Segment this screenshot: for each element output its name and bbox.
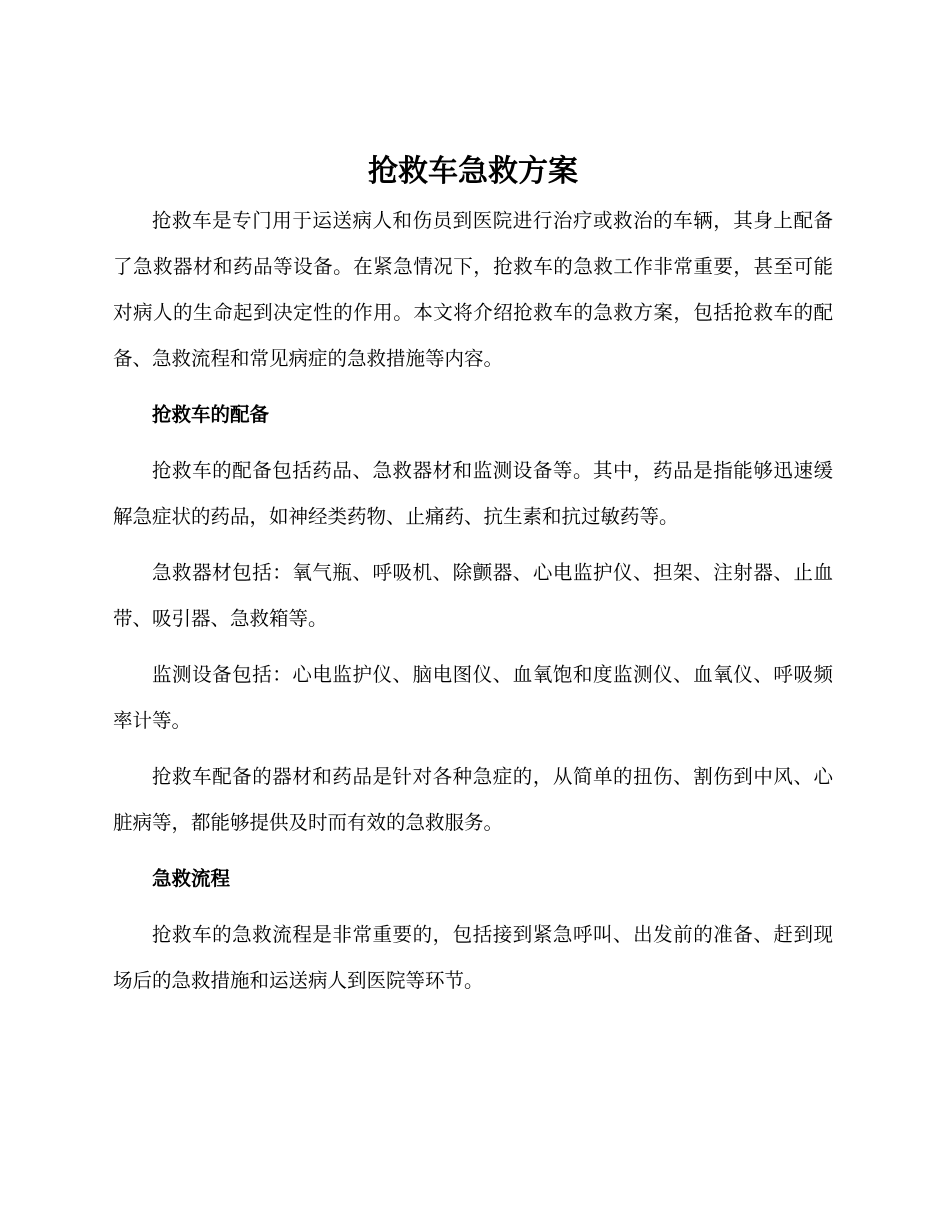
document-page (113, 150, 833, 1014)
intro-paragraph: 抢救车是专门用于运送病人和伤员到医院进行治疗或救治的车辆，其身上配备了急救器材和药品等设备。在紧急情况下，抢救车的急救工作非常重要，甚至可能对病人的生命起到决定性的作用。本文将介绍抢救车的急救方案，包括抢救车的配备、急救流程和常见病症的急救措施等内容。 (113, 209, 833, 370)
paragraph-first-aid-equipment: 急救器材包括：氧气瓶、呼吸机、除颤器、心电监护仪、担架、注射器、止血带、吸引器、急救箱等。 (113, 561, 833, 630)
paragraph-monitoring-equipment: 监测设备包括：心电监护仪、脑电图仪、血氧饱和度监测仪、血氧仪、呼吸频率计等。 (113, 663, 833, 732)
document-title: 抢救车急救方案 (368, 154, 578, 189)
paragraph-medicines: 抢救车的配备包括药品、急救器材和监测设备等。其中，药品是指能够迅速缓解急症状的药品，如神经类药物、止痛药、抗生素和抗过敏药等。 (113, 459, 833, 528)
paragraph-procedure: 抢救车的急救流程是非常重要的，包括接到紧急呼叫、出发前的准备、赶到现场后的急救措施和运送病人到医院等环节。 (113, 923, 833, 992)
section-heading-procedure: 急救流程 (152, 867, 231, 890)
paragraph-equipment-summary: 抢救车配备的器材和药品是针对各种急症的，从简单的扭伤、割伤到中风、心脏病等，都能够提供及时而有效的急救服务。 (113, 765, 833, 834)
section-heading-equipment: 抢救车的配备 (152, 403, 270, 426)
